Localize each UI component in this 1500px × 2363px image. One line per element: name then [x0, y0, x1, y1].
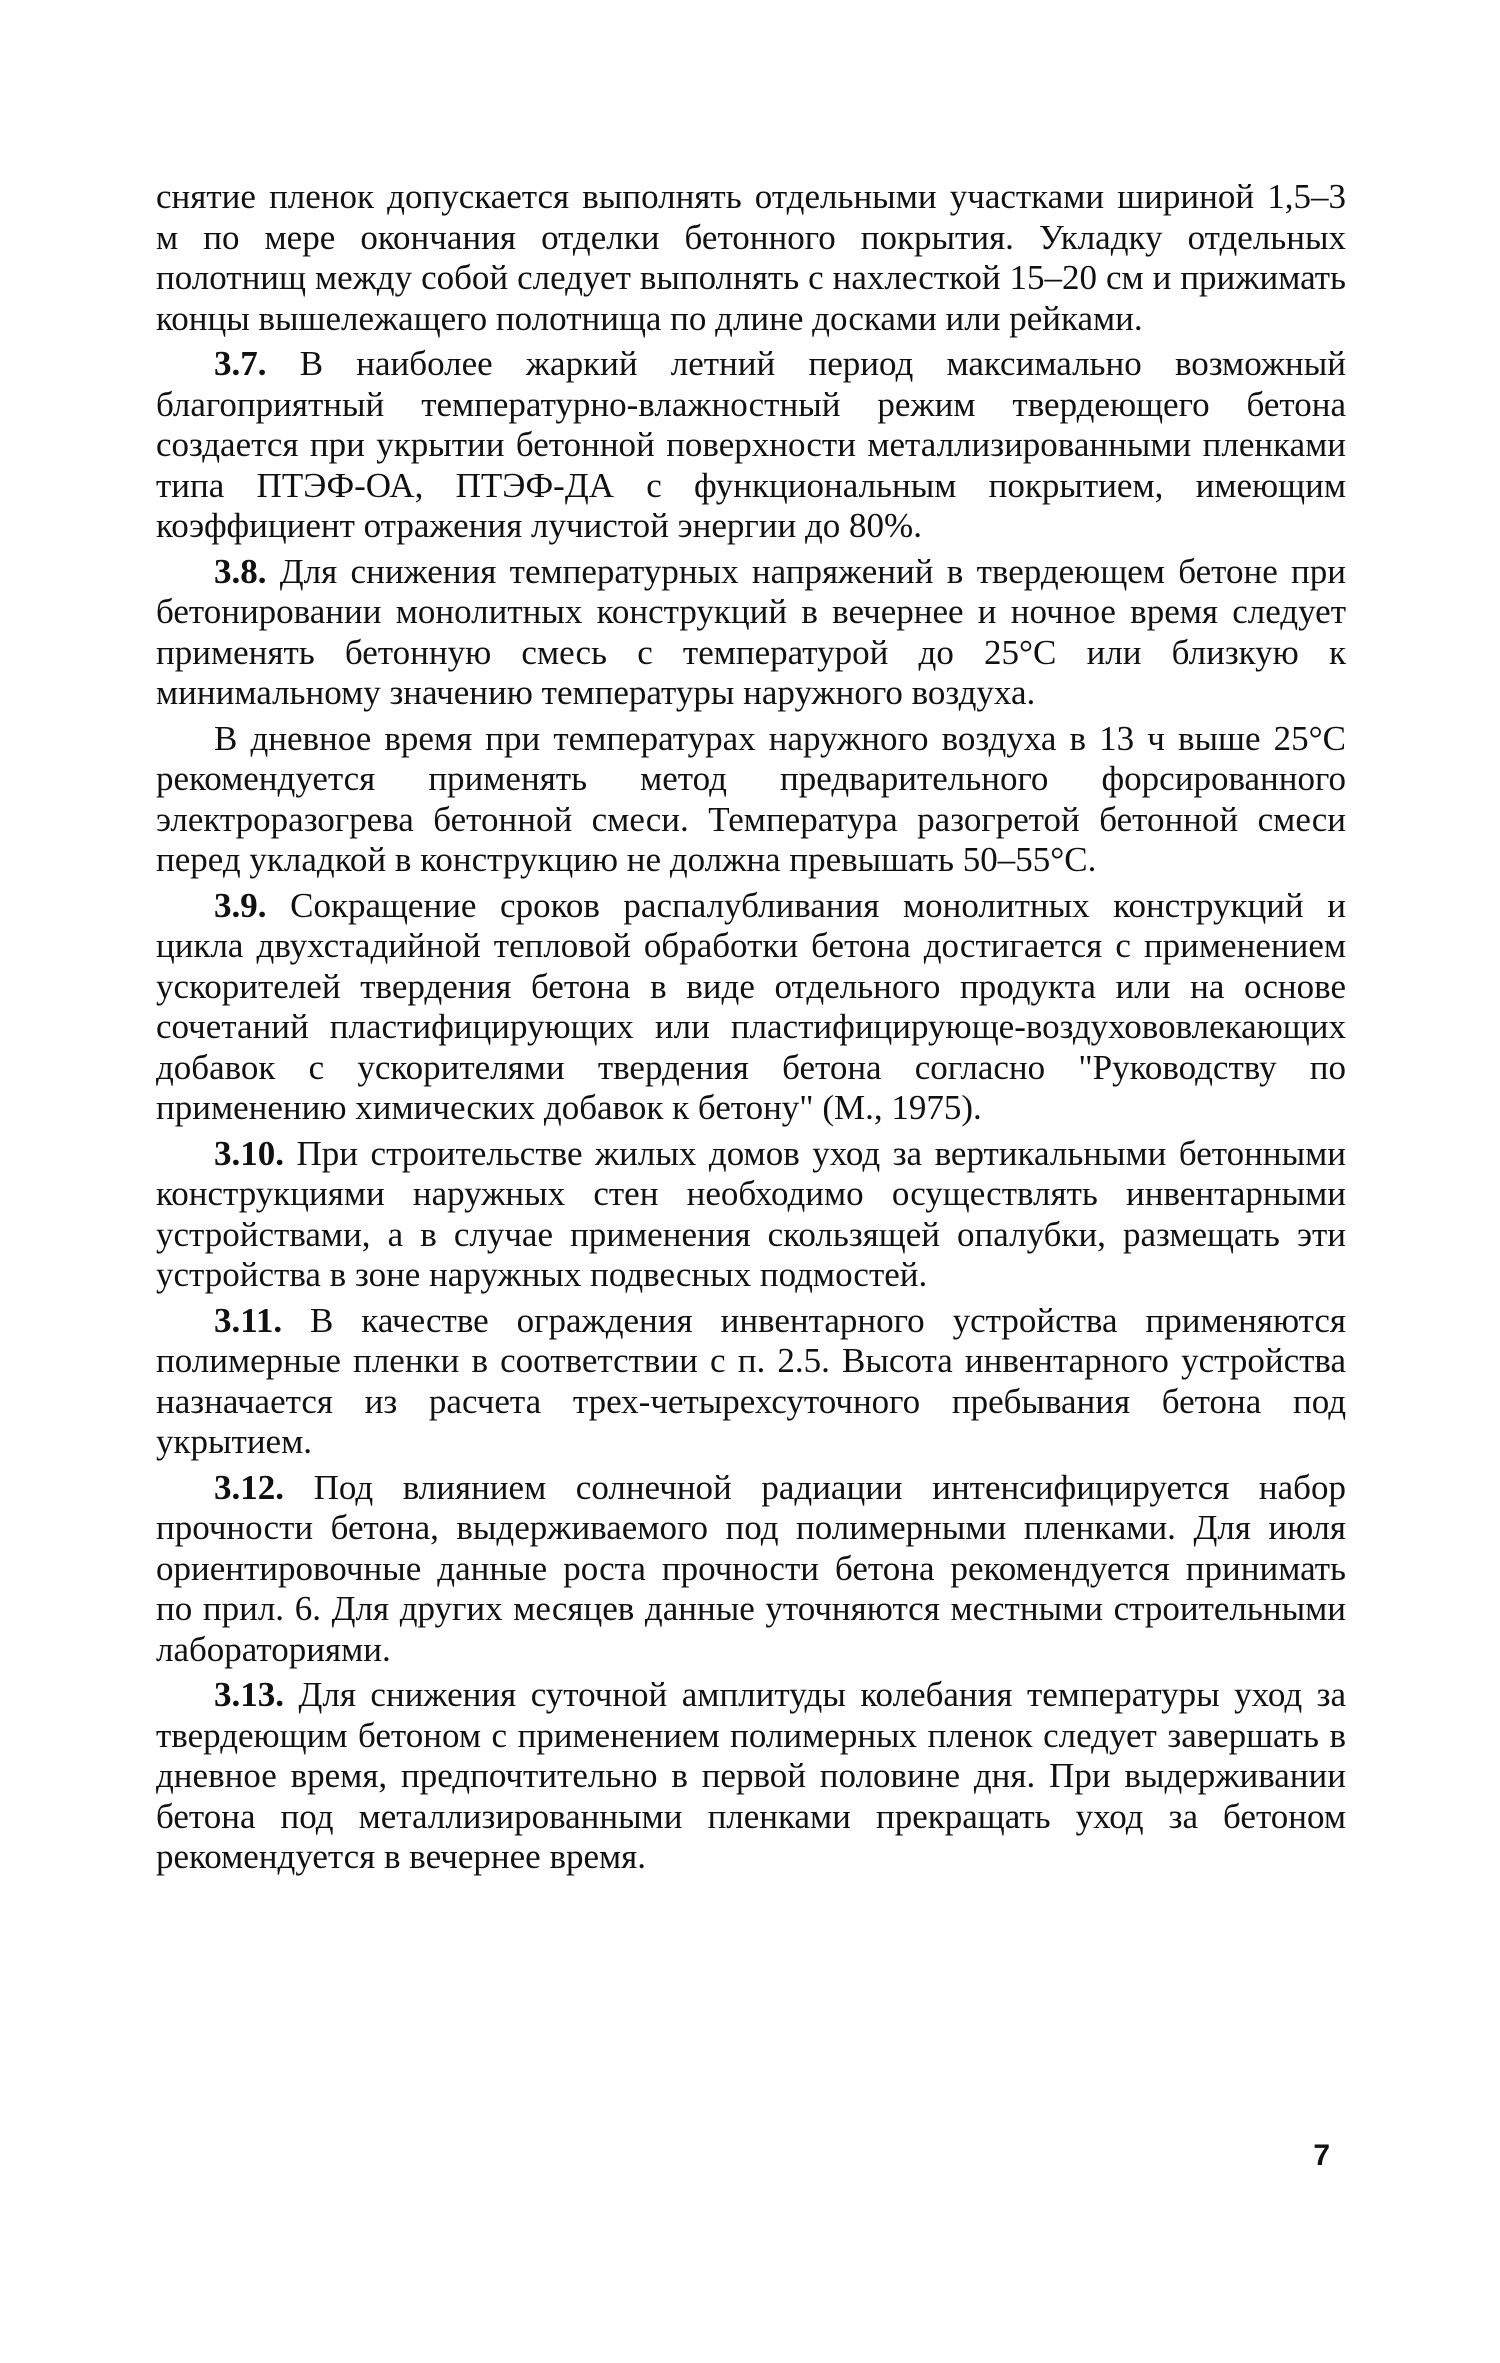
paragraph-text: В наиболее жаркий летний период максимально возможный благоприятный температурно-влажностный режим твердеющего бетона создается при укрытии бетонной поверхности металлизированными пленками типа ПТЭФ-ОА, ПТЭФ-ДА с функциональным покрытием, имеющим коэффициент отражения лучистой энергии до 80%.	[156, 344, 1346, 545]
paragraph-3-8-daytime	[156, 719, 1346, 881]
paragraph-3-10	[156, 1134, 1346, 1296]
paragraph-3-8	[156, 552, 1346, 714]
paragraph-3-7	[156, 344, 1346, 547]
paragraph-number: 3.9.	[214, 885, 267, 925]
paragraph-number: 3.11.	[214, 1300, 283, 1340]
paragraph-3-13	[156, 1675, 1346, 1878]
body-text	[156, 177, 1346, 1883]
paragraph-text: Для снижения температурных напряжений в твердеющем бетоне при бетонировании монолитных конструкций в вечернее и ночное время следует применять бетонную смесь с температурой до 25°С или близкую к минимальному значению температуры наружного воздуха.	[156, 551, 1346, 712]
page-number: 7	[1313, 2139, 1330, 2172]
paragraph-text: Для снижения суточной амплитуды колебания температуры уход за твердеющим бетоном с применением полимерных пленок следует завершать в дневное время, предпочтительно в первой половине дня. При выдерживании бетона под металлизированными пленками прекращать уход за бетоном рекомендуется в вечернее время.	[156, 1675, 1346, 1876]
paragraph-continuation	[156, 177, 1346, 339]
paragraph-text: В дневное время при температурах наружного воздуха в 13 ч выше 25°С рекомендуется применять метод предварительного форсированного электроразогрева бетонной смеси. Температура разогретой бетонной смеси перед укладкой в конструкцию не должна превышать 50–55°С.	[156, 718, 1346, 879]
paragraph-text: Сокращение сроков распалубливания монолитных конструкций и цикла двухстадийной тепловой обработки бетона достигается с применением ускорителей твердения бетона в виде отдельного продукта или на основе сочетаний пластифицирующих или пластифицирующе-воздухововлекающих добавок с ускорителями твердения бетона согласно "Руководству по применению химических добавок к бетону" (М., 1975).	[156, 885, 1346, 1127]
paragraph-text: Под влиянием солнечной радиации интенсифицируется набор прочности бетона, выдерживаемого под полимерными пленками. Для июля ориентировочные данные роста прочности бетона рекомендуется принимать по прил. 6. Для других месяцев данные уточняются местными строительными лабораториями.	[156, 1467, 1346, 1669]
paragraph-number: 3.10.	[214, 1133, 284, 1173]
paragraph-number: 3.12.	[214, 1467, 284, 1507]
paragraph-text: В качестве ограждения инвентарного устройства применяются полимерные пленки в соответствии с п. 2.5. Высота инвентарного устройства назначается из расчета трех-четырехсуточного пребывания бетона под укрытием.	[156, 1300, 1346, 1461]
paragraph-text: снятие пленок допускается выполнять отдельными участками шириной 1,5–3 м по мере окончания отделки бетонного покрытия. Укладку отдельных полотнищ между собой следует выполнять с нахлесткой 15–20 см и прижимать концы вышележащего полотнища по длине досками или рейками.	[156, 177, 1346, 338]
paragraph-text: При строительстве жилых домов уход за вертикальными бетонными конструкциями наружных стен необходимо осуществлять инвентарными устройствами, а в случае применения скользящей опалубки, размещать эти устройства в зоне наружных подвесных подмостей.	[156, 1133, 1346, 1294]
paragraph-number: 3.13.	[214, 1675, 284, 1714]
paragraph-3-12	[156, 1468, 1346, 1671]
paragraph-3-9	[156, 886, 1346, 1129]
paragraph-number: 3.8.	[214, 551, 267, 591]
paragraph-3-11	[156, 1301, 1346, 1463]
paragraph-number: 3.7.	[214, 344, 267, 383]
